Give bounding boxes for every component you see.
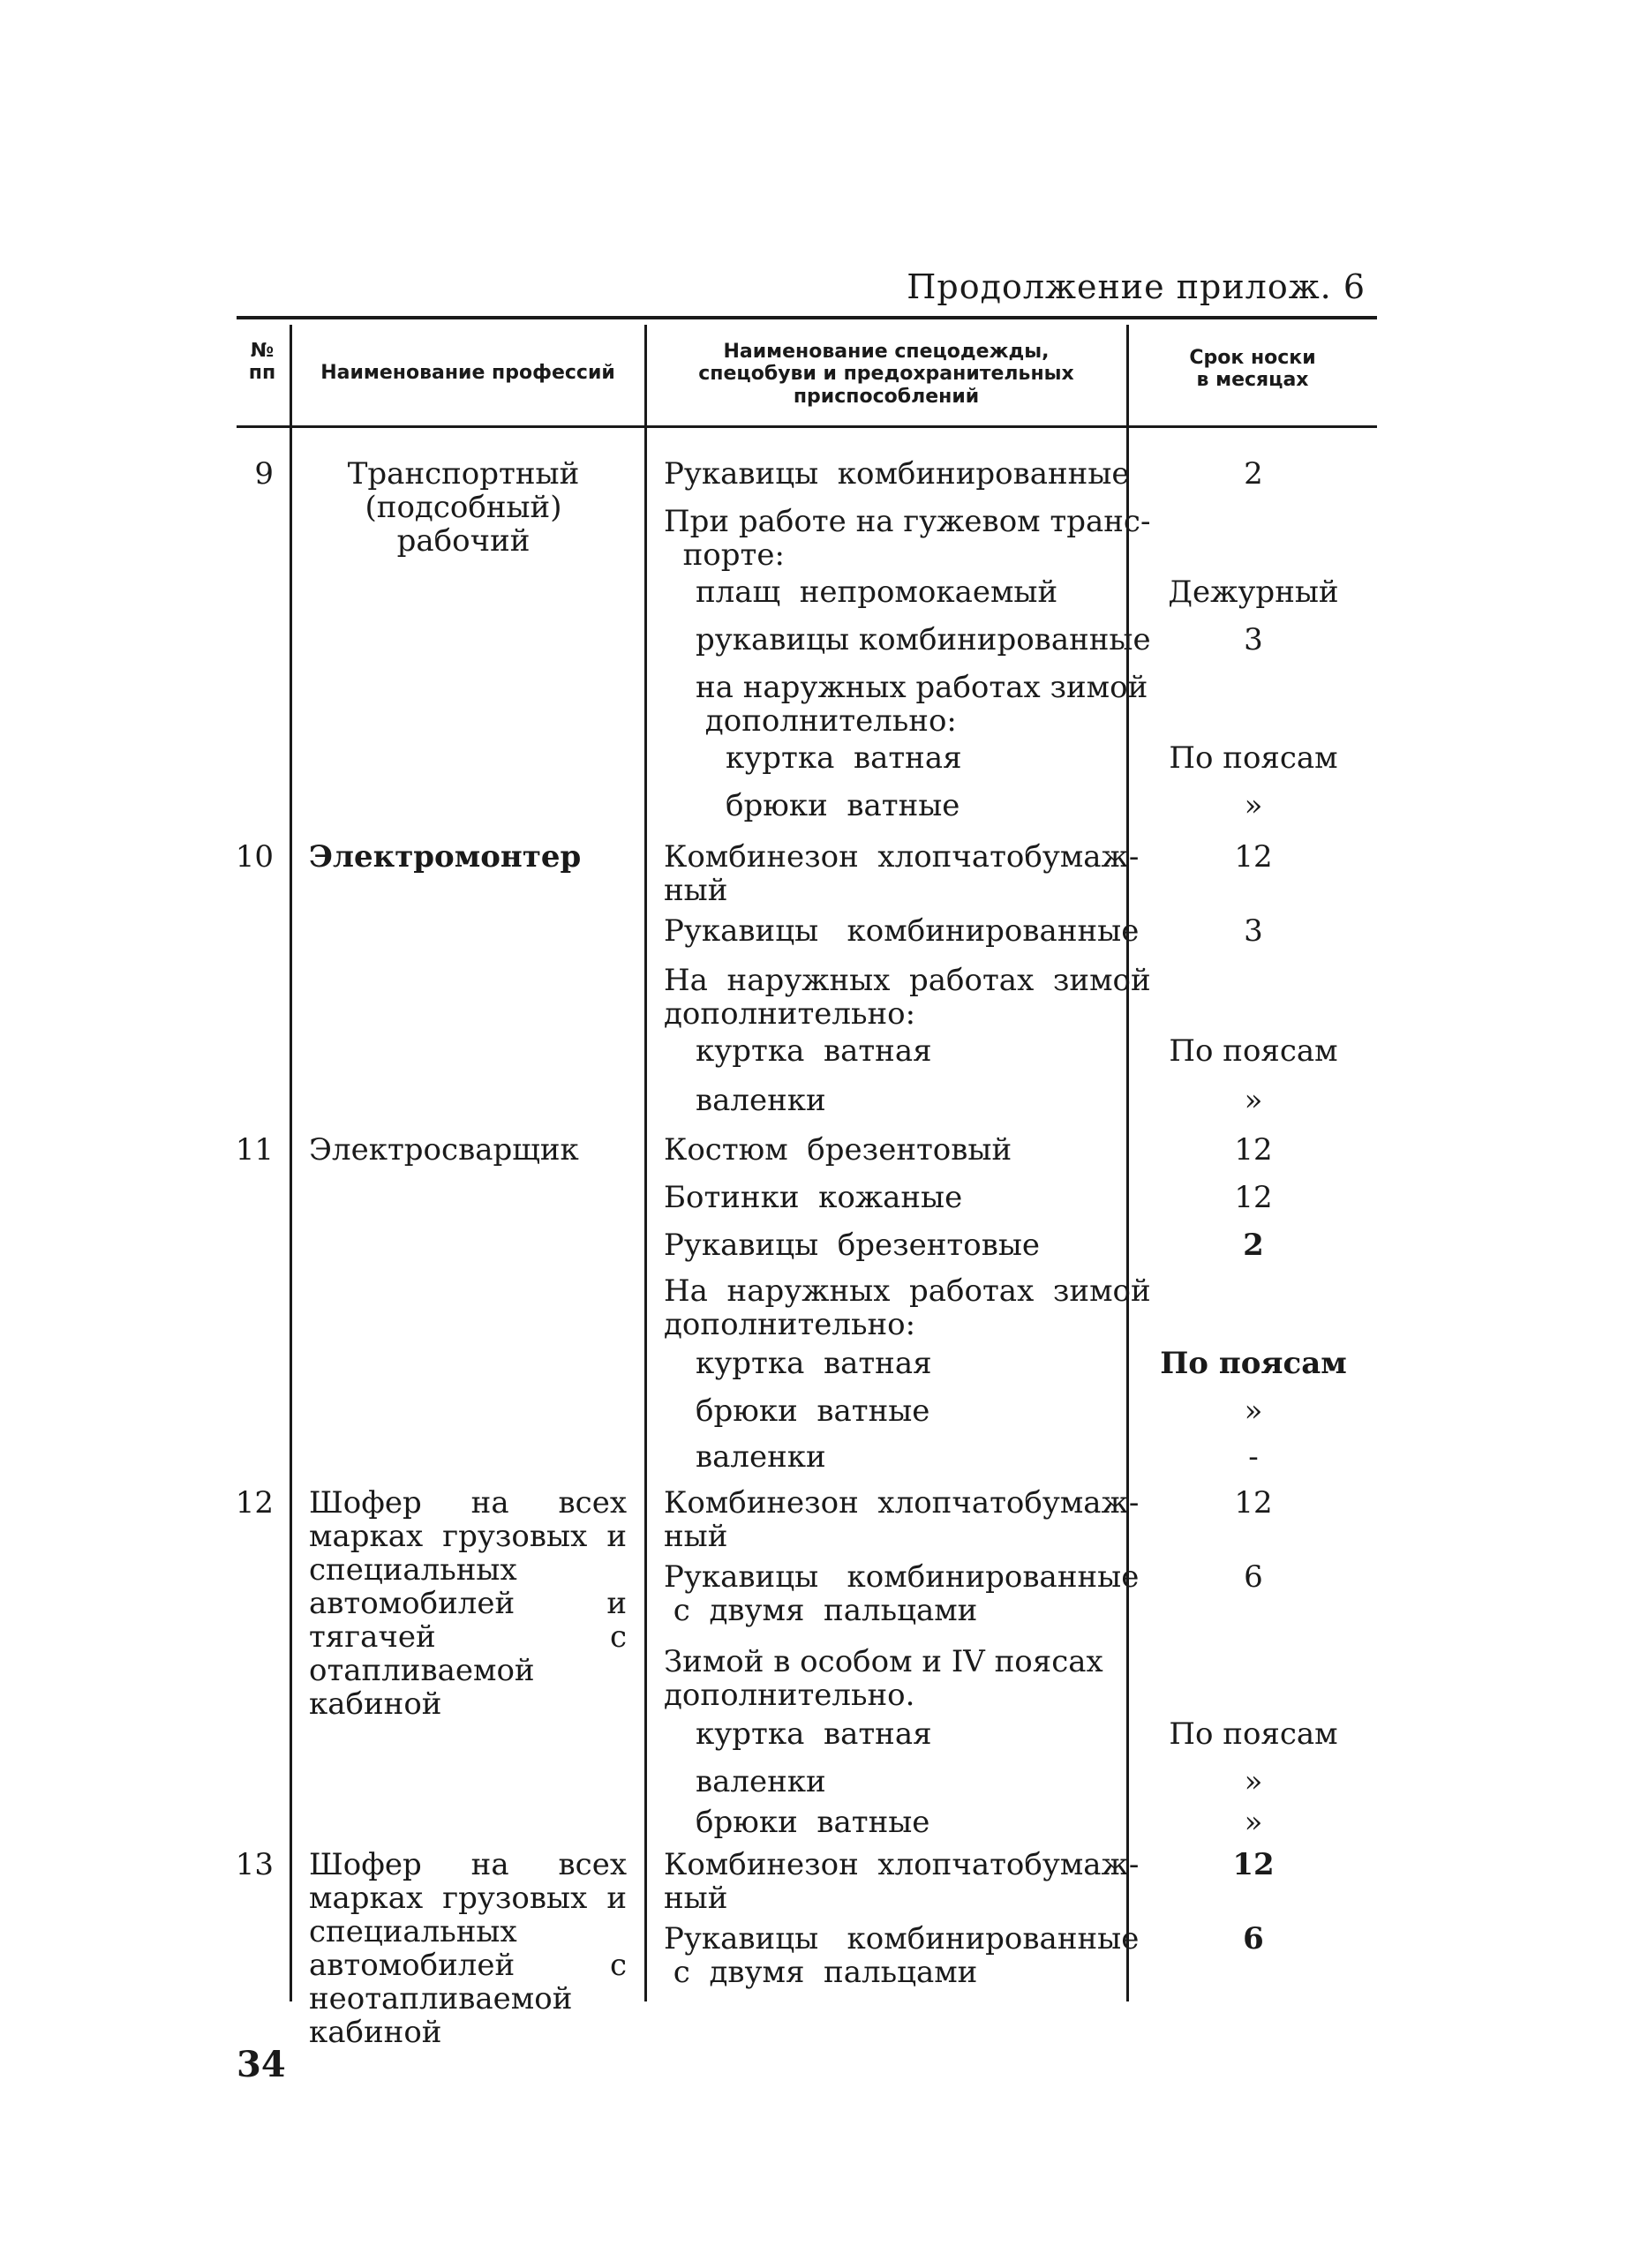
term: » [1244,1393,1263,1429]
profession: Транспортный (подсобный) рабочий [347,456,580,559]
item: На наружных работах зимой дополнительно: [664,1273,1151,1342]
col-head-clothing: Наименование спецодежды, спецобуви и предохранительных приспособлений [698,341,1074,408]
page-number: 34 [237,2044,286,2085]
term: 12 [1234,839,1273,875]
item: плащ непромокаемый [696,575,1058,610]
term: » [1244,1805,1263,1840]
item: Зимой в особом и IV поясах дополнительно. [664,1644,1103,1713]
term: - [1248,1439,1259,1475]
col-head-profession: Наименование профессий [320,362,615,384]
term: Дежурный [1168,575,1339,610]
term: 2 [1244,456,1263,492]
term: 2 [1243,1228,1264,1263]
term: 12 [1234,1485,1273,1521]
term: 12 [1232,1847,1275,1882]
profession: Электромонтер [309,839,582,875]
term: По поясам [1169,1033,1338,1069]
item: Комбинезон хлопчатобумаж- ный [664,839,1140,908]
profession: Электросварщик [309,1132,579,1168]
col-sep-2 [644,325,647,2001]
row-num: 11 [235,1132,274,1168]
col-sep-3 [1126,325,1129,2001]
item: брюки ватные [726,788,960,823]
term: » [1244,1764,1263,1799]
item: куртка ватная [696,1033,932,1069]
item: Комбинезон хлопчатобумаж- ный [664,1485,1140,1554]
term: 3 [1244,913,1263,949]
item: Комбинезон хлопчатобумаж- ный [664,1847,1140,1916]
item: куртка ватная [726,740,962,776]
row-num: 9 [254,456,274,492]
item: Рукавицы комбинированные [664,456,1130,492]
item: валенки [696,1083,826,1118]
term: 6 [1244,1559,1263,1595]
item: валенки [696,1439,826,1475]
item: Рукавицы комбинированные с двумя пальцами [664,1921,1140,1990]
term: По поясам [1160,1346,1347,1381]
term: » [1244,788,1263,823]
item: Ботинки кожаные [664,1180,963,1215]
row-num: 12 [235,1485,274,1521]
item: Костюм брезентовый [664,1132,1012,1168]
item: Рукавицы комбинированные [664,913,1140,949]
term: » [1244,1083,1263,1118]
item: брюки ватные [696,1805,930,1840]
item: На наружных работах зимой дополнительно: [664,963,1151,1032]
col-head-num: № пп [248,340,276,385]
term: 3 [1244,622,1263,657]
item: При работе на гужевом транс- порте: [664,504,1151,573]
item: Рукавицы комбинированные с двумя пальцами [664,1559,1140,1628]
header-bottom-rule [237,425,1377,428]
item: на наружных работах зимой дополнительно: [696,670,1148,739]
term: По поясам [1169,1716,1338,1752]
profession: Шофер на всех марках грузовых и специальных автомобилей и тягачей с отапливаемой кабиной [309,1485,627,1722]
col-head-term: Срок носки в месяцах [1189,347,1316,392]
profession: Шофер на всех марках грузовых и специальных автомобилей с неотапливаемой кабиной [309,1847,627,2050]
term: 12 [1234,1132,1273,1168]
term: 6 [1243,1921,1264,1956]
term: 12 [1234,1180,1273,1215]
item: брюки ватные [696,1393,930,1429]
row-num: 13 [235,1847,274,1882]
term: По поясам [1169,740,1338,776]
item: валенки [696,1764,826,1799]
col-sep-1 [290,325,292,2001]
table-top-rule [237,316,1377,319]
item: Рукавицы брезентовые [664,1228,1041,1263]
item: куртка ватная [696,1346,932,1381]
continuation-header: Продолжение прилож. 6 [907,267,1366,306]
row-num: 10 [235,839,274,875]
item: куртка ватная [696,1716,932,1752]
item: рукавицы комбинированные [696,622,1151,657]
